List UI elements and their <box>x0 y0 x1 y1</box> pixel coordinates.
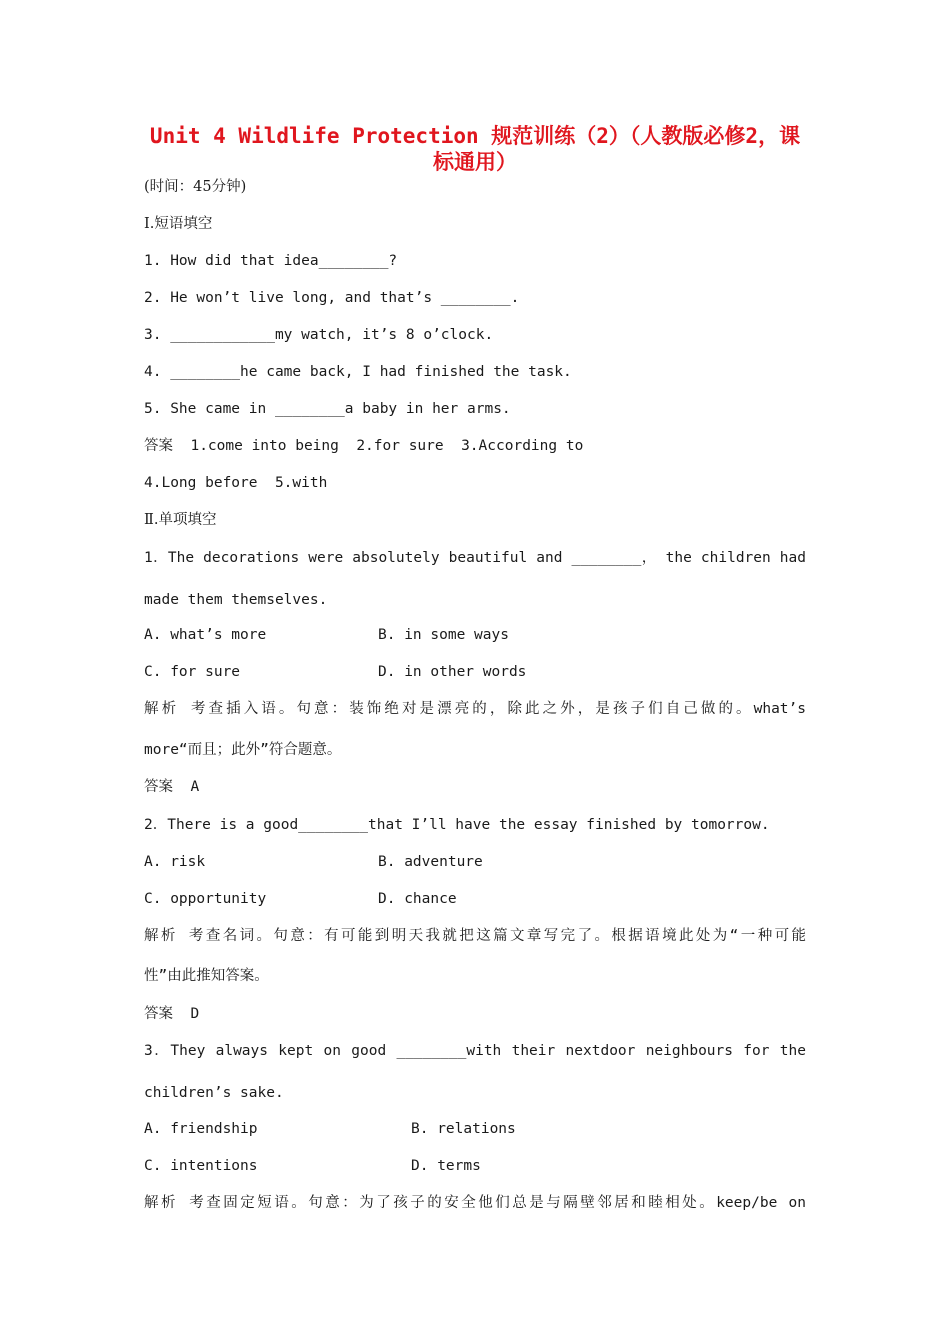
q2-option-c: C. opportunity <box>144 891 267 907</box>
q3-option-a: A. friendship <box>144 1121 258 1137</box>
q1-option-a: A. what’s more <box>144 627 267 643</box>
q2-analysis-line1: 解析 考查名词。句意：有可能到明天我就把这篇文章写完了。根据语境此处为“一种可能 <box>144 928 806 944</box>
q1-analysis-line2: more“而且；此外”符合题意。 <box>144 742 342 758</box>
q1-stem-line1: 1．The decorations were absolutely beautiful and ________， the children had <box>144 550 806 566</box>
q1-answer: 答案 A <box>144 779 200 795</box>
q3-analysis-line1: 解析 考查固定短语。句意：为了孩子的安全他们总是与隔壁邻居和睦相处。keep/be on <box>144 1195 806 1211</box>
document-title-line1: Unit 4 Wildlife Protection 规范训练（2）（人教版必修2，课 <box>149 124 801 148</box>
q2-option-a: A. risk <box>144 854 206 870</box>
q1-option-c: C. for sure <box>144 664 241 680</box>
q3-option-c: C. intentions <box>144 1158 258 1174</box>
q2-answer: 答案 D <box>144 1006 200 1022</box>
section1-item-3: 3. ____________my watch, it’s 8 o’clock. <box>144 327 494 343</box>
section2-heading: Ⅱ.单项填空 <box>144 512 217 528</box>
section1-item-1: 1. How did that idea________? <box>144 253 398 269</box>
section1-item-5: 5. She came in ________a baby in her arms. <box>144 401 511 417</box>
q2-option-d: D. chance <box>378 891 457 907</box>
section1-item-4: 4. ________he came back, I had finished the task. <box>144 364 572 380</box>
q2-stem: 2．There is a good________that I’ll have the essay finished by tomorrow. <box>144 817 770 833</box>
document-title-line2: 标通用） <box>433 150 517 174</box>
q1-option-b: B. in some ways <box>378 627 509 643</box>
section1-answer-line1: 答案 1.come into being 2.for sure 3.According to <box>144 438 584 454</box>
section1-answer-line2: 4.Long before 5.with <box>144 475 328 491</box>
section1-item-2: 2. He won’t live long, and that’s ________. <box>144 290 520 306</box>
q1-option-d: D. in other words <box>378 664 527 680</box>
q3-stem-line1: 3．They always kept on good ________with their nextdoor neighbours for the <box>144 1043 806 1059</box>
q3-stem-line2: children’s sake. <box>144 1085 284 1101</box>
q2-option-b: B. adventure <box>378 854 483 870</box>
time-limit: (时间：45分钟) <box>144 179 247 195</box>
section1-heading: Ⅰ.短语填空 <box>144 216 213 232</box>
q1-analysis-line1: 解析 考查插入语。句意：装饰绝对是漂亮的，除此之外，是孩子们自己做的。what’s <box>144 701 806 717</box>
q2-analysis-line2: 性”由此推知答案。 <box>144 968 269 984</box>
q3-option-b: B. relations <box>411 1121 516 1137</box>
q3-option-d: D. terms <box>411 1158 481 1174</box>
q1-stem-line2: made them themselves. <box>144 592 328 608</box>
